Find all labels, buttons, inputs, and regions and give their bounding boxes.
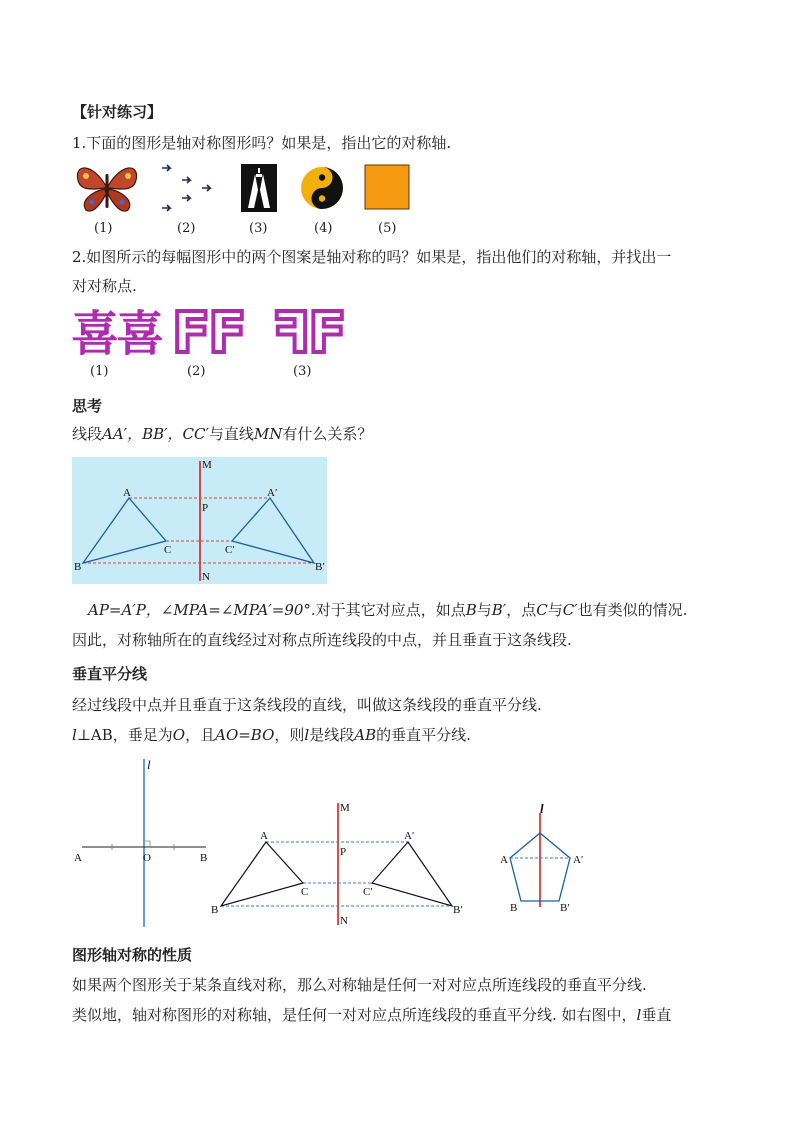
q2-figure-2-ff: FF bbox=[172, 301, 245, 366]
think-question-text-3: 有什么关系？ bbox=[282, 425, 373, 443]
think-label-c2: C′ bbox=[225, 544, 235, 556]
q2-figure-1-xi: 喜喜 bbox=[71, 306, 162, 362]
bisector-example-text-2: ，且 bbox=[185, 726, 216, 744]
think-question-line-mn: MN bbox=[253, 425, 283, 443]
q2-figure-3-mirror-f: ꟻF bbox=[272, 301, 345, 366]
fig2-triangle-right bbox=[372, 842, 452, 906]
q1-caption-4: (4) bbox=[314, 221, 333, 236]
q1-caption-3: (3) bbox=[249, 221, 268, 236]
property-line-1: 如果两个图形关于某条直线对称，那么对称轴是任何一对对应点所连线段的垂直平分线. bbox=[72, 976, 647, 994]
fig1-label-a: A bbox=[74, 852, 82, 864]
property-line-2-tail: 垂直 bbox=[641, 1006, 672, 1024]
fig2-label-c: C bbox=[301, 886, 309, 898]
question-1: 1.下面的图形是轴对称图形吗？如果是，指出它的对称轴. bbox=[72, 134, 452, 152]
bisector-segment-ab: AB bbox=[354, 726, 377, 744]
fig2-label-a: A bbox=[260, 830, 268, 842]
q1-caption-2: (2) bbox=[177, 221, 196, 236]
q2-caption-1: (1) bbox=[90, 364, 109, 379]
bisector-figures bbox=[70, 755, 725, 930]
fig2-label-n: N bbox=[340, 915, 348, 927]
q1-caption-1: (1) bbox=[94, 221, 113, 236]
think-point-b: B bbox=[465, 601, 477, 619]
think-point-c: C bbox=[536, 601, 548, 619]
bisector-fig-3 bbox=[500, 801, 583, 914]
yin-yang-icon bbox=[301, 167, 343, 209]
think-label-c: C bbox=[164, 544, 172, 556]
fig2-label-b: B bbox=[211, 904, 219, 916]
think-question-segments: AA′，BB′，CC′ bbox=[102, 425, 209, 443]
think-label-a: A bbox=[123, 487, 131, 499]
q2-caption-3: (3) bbox=[293, 364, 312, 379]
orange-square-icon bbox=[365, 165, 409, 209]
fig3-label-a2: A′ bbox=[573, 854, 584, 866]
fig3-label-a: A bbox=[500, 854, 508, 866]
think-and-2: 与 bbox=[547, 601, 563, 619]
think-label-b2: B′ bbox=[315, 561, 325, 573]
arrow-formation-icon bbox=[162, 165, 210, 211]
question-2-line-2: 对对称点. bbox=[72, 277, 137, 295]
think-question-text-2: 与直线 bbox=[208, 425, 254, 443]
q1-caption-5: (5) bbox=[378, 221, 397, 236]
think-comma: ，点 bbox=[506, 601, 537, 619]
think-point-b2: B′ bbox=[491, 601, 507, 619]
bisector-example bbox=[72, 725, 471, 745]
q2-caption-2: (2) bbox=[187, 364, 206, 379]
think-figure bbox=[72, 457, 327, 584]
bisector-fig-2 bbox=[211, 802, 463, 927]
fig2-label-a2: A′ bbox=[404, 830, 415, 842]
think-label-m: M bbox=[202, 459, 212, 471]
q1-figures bbox=[72, 160, 417, 216]
fig1-label-l: l bbox=[147, 757, 151, 772]
think-label-n: N bbox=[202, 571, 210, 583]
fig2-label-b2: B′ bbox=[453, 904, 463, 916]
think-label-b: B bbox=[74, 561, 82, 573]
bisector-equal: AO=BO bbox=[215, 726, 275, 744]
think-paragraph-line-1 bbox=[88, 600, 687, 620]
property-line-l: l bbox=[636, 1006, 642, 1024]
think-relation: AP=A′P，∠MPA=∠MPA′=90°. bbox=[88, 601, 316, 619]
think-tail: 也有类似的情况. bbox=[577, 601, 688, 619]
practice-heading: 【针对练习】 bbox=[72, 103, 163, 121]
bisector-point-o: O bbox=[172, 726, 186, 744]
fig3-label-l: l bbox=[540, 801, 544, 816]
think-paragraph-text: 对于其它对应点，如点 bbox=[315, 601, 466, 619]
highway-sign-icon bbox=[241, 164, 277, 212]
think-paragraph-line-2: 因此，对称轴所在的直线经过对称点所连线段的中点，并且垂直于这条线段. bbox=[72, 631, 572, 649]
fig2-label-m: M bbox=[340, 802, 350, 814]
property-heading: 图形轴对称的性质 bbox=[72, 946, 193, 964]
bisector-example-text-3: ，则 bbox=[274, 726, 305, 744]
bisector-heading: 垂直平分线 bbox=[72, 665, 148, 683]
fig3-label-b: B bbox=[510, 902, 518, 914]
question-2-line-1: 2.如图所示的每幅图形中的两个图案是轴对称的吗？如果是，指出他们的对称轴，并找出一 bbox=[72, 248, 672, 266]
fig3-label-b2: B′ bbox=[560, 902, 570, 914]
butterfly-icon bbox=[77, 168, 136, 211]
bisector-line-l: l bbox=[72, 726, 77, 744]
think-and: 与 bbox=[476, 601, 492, 619]
fig1-label-b: B bbox=[200, 852, 208, 864]
think-question bbox=[72, 424, 372, 444]
bisector-line-l-2: l bbox=[304, 726, 310, 744]
fig2-label-p: P bbox=[340, 846, 347, 858]
property-line-2 bbox=[72, 1005, 671, 1025]
think-label-p: P bbox=[202, 502, 209, 514]
property-line-2-text: 类似地，轴对称图形的对称轴，是任何一对对应点所连线段的垂直平分线. 如右图中， bbox=[72, 1006, 637, 1024]
think-heading: 思考 bbox=[72, 397, 103, 415]
fig2-triangle-left bbox=[221, 842, 303, 906]
think-point-c2: C′ bbox=[562, 601, 578, 619]
bisector-definition: 经过线段中点并且垂直于这条线段的直线，叫做这条线段的垂直平分线. bbox=[72, 696, 542, 714]
bisector-example-text-4: 是线段 bbox=[309, 726, 355, 744]
fig1-label-o: O bbox=[143, 852, 151, 864]
think-question-text: 线段 bbox=[72, 425, 103, 443]
bisector-example-text-1: ⊥AB，垂足为 bbox=[76, 726, 173, 744]
think-label-a2: A′ bbox=[267, 487, 278, 499]
bisector-fig-1 bbox=[74, 757, 207, 927]
fig2-label-c2: C′ bbox=[363, 886, 373, 898]
bisector-example-text-5: 的垂直平分线. bbox=[376, 726, 471, 744]
